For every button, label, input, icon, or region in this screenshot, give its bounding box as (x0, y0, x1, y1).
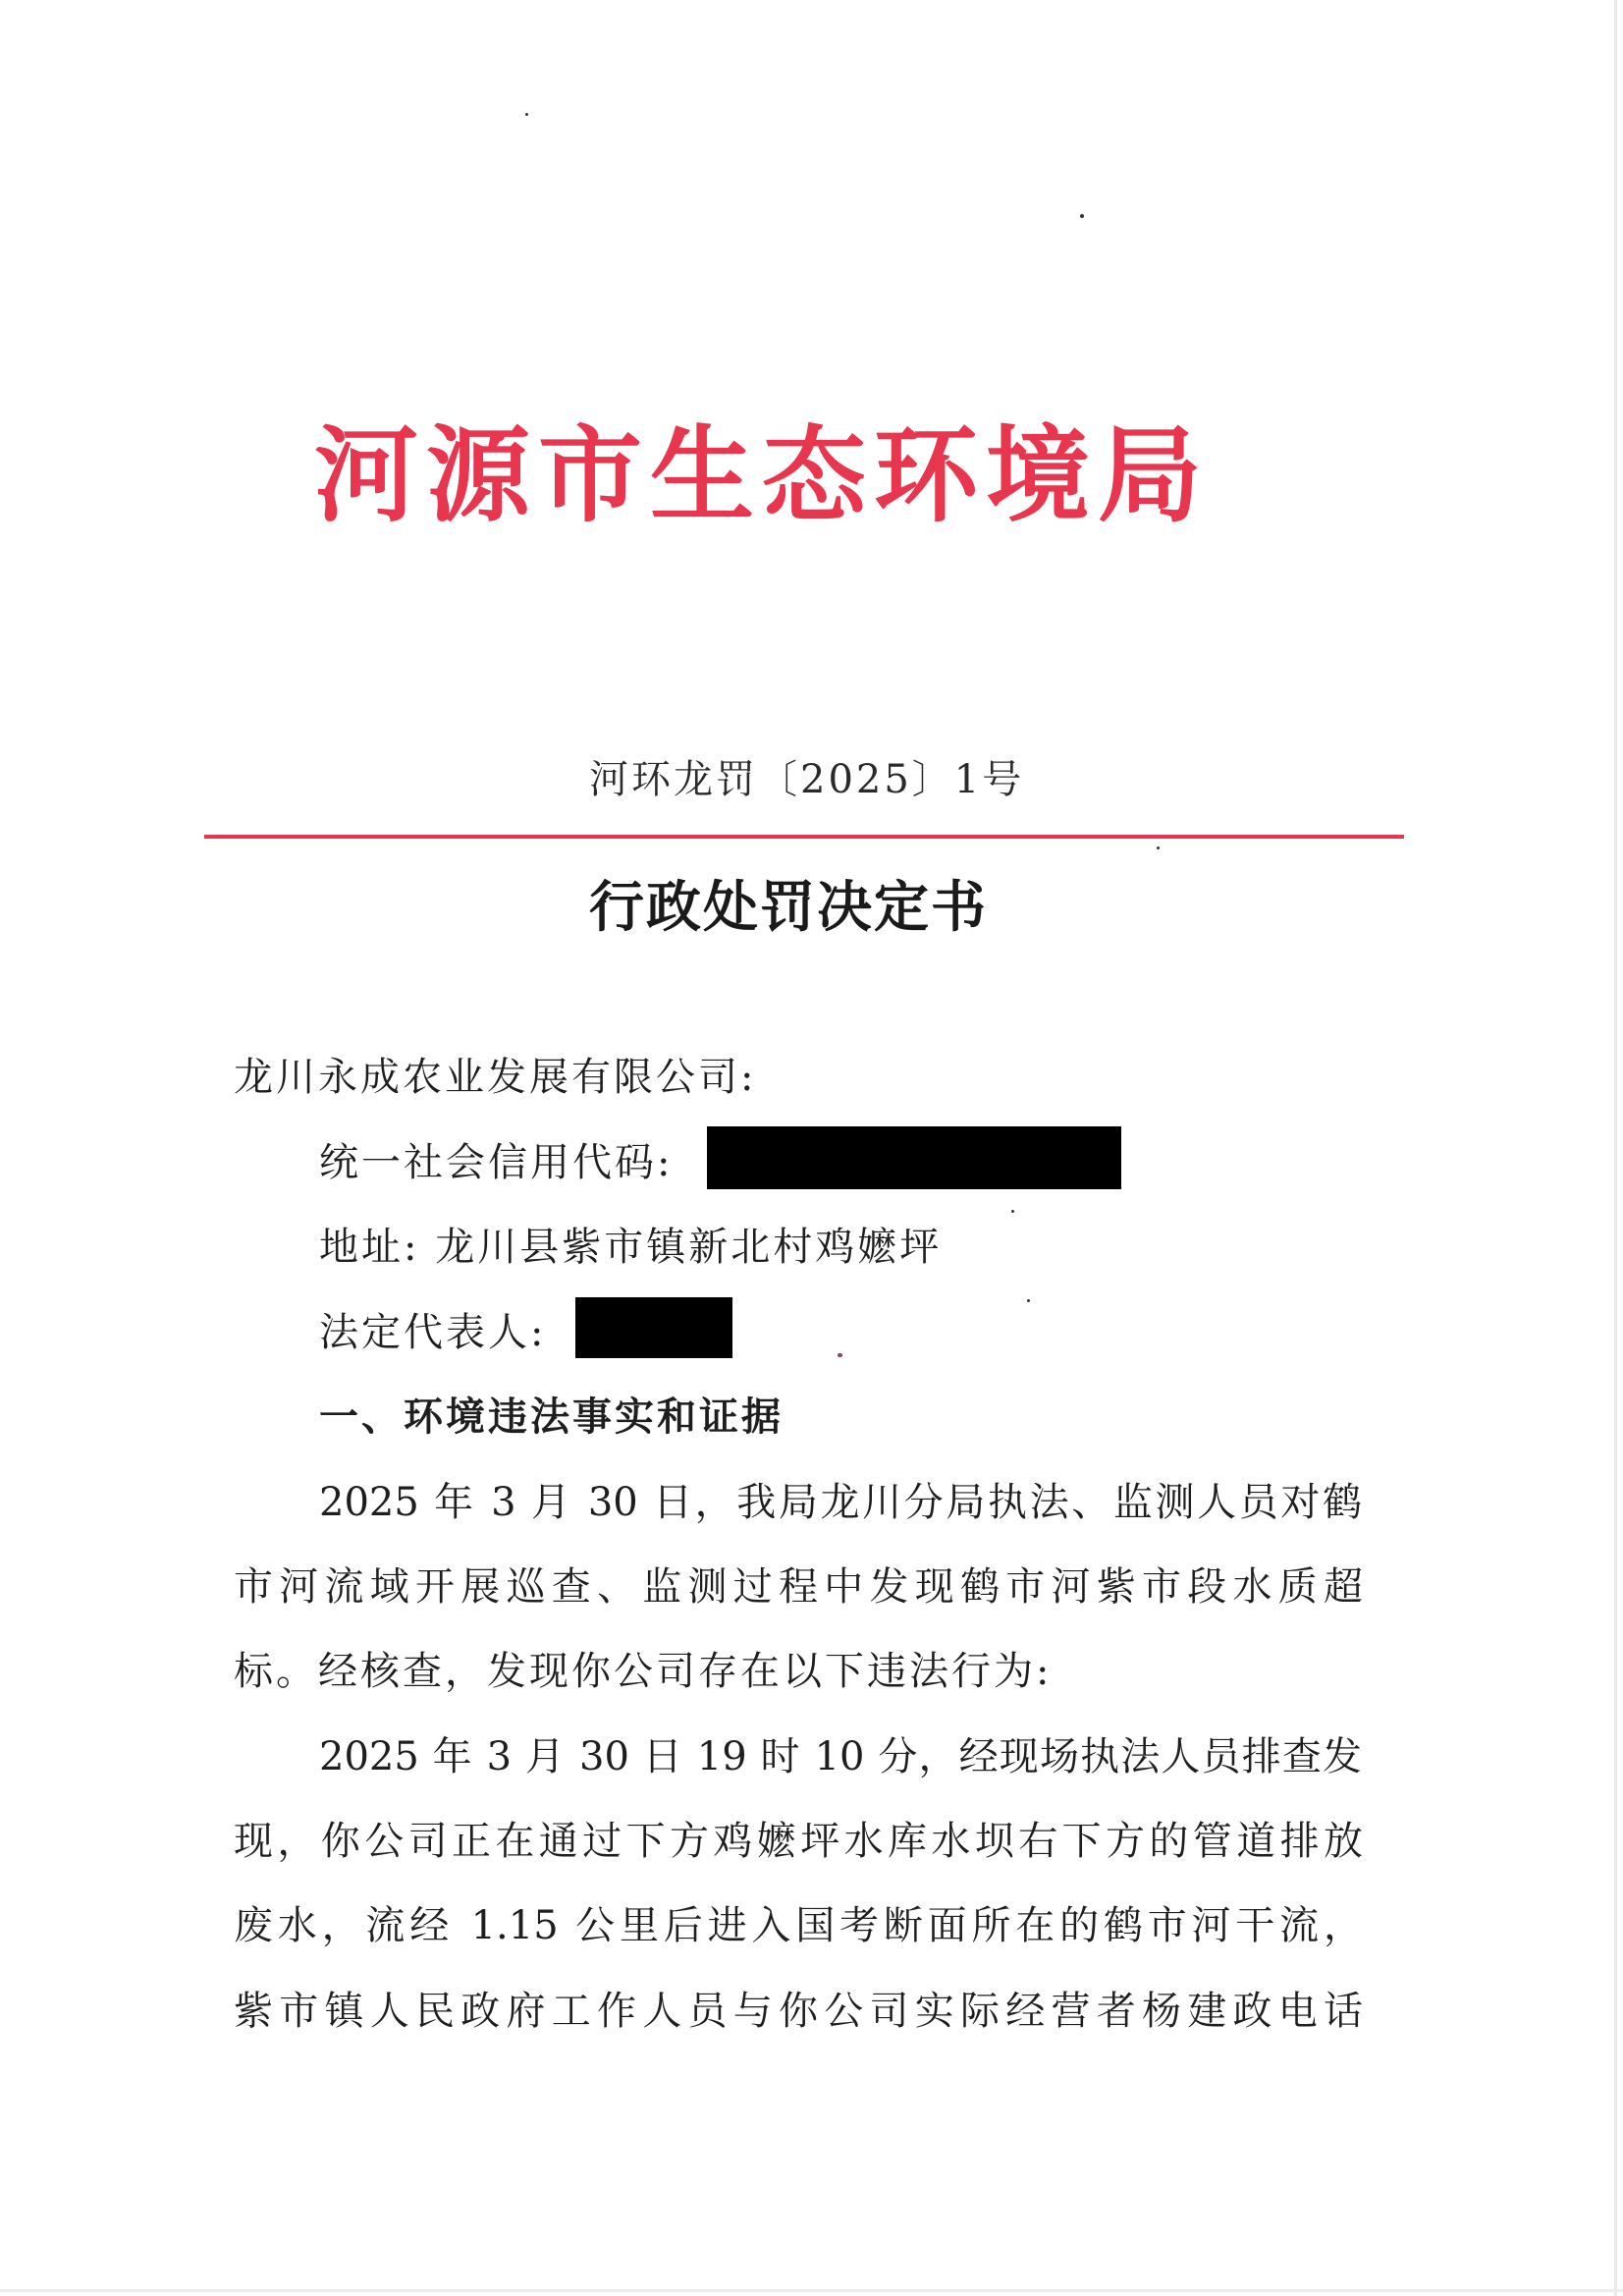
legal-representative-label: 法定代表人: (319, 1310, 547, 1355)
red-divider-line (204, 835, 1404, 839)
scan-speck (1080, 214, 1084, 218)
redacted-credit-code (707, 1126, 1121, 1189)
paragraph-text: 2025 年 3 月 30 日，我局龙川分局执法、监测人员对鹤 (319, 1480, 1362, 1525)
section-heading: 一、环境违法事实和证据 (319, 1394, 784, 1440)
paragraph-line: 标。经核查，发现你公司存在以下违法行为: (234, 1649, 1053, 1694)
paragraph-line (234, 1980, 1363, 2036)
paragraph-text: 现，你公司正在通过下方鸡嬷坪水库水坝右下方的管道排放 (234, 1819, 1363, 1864)
scan-speck (525, 113, 528, 116)
agency-name: 河源市生态环境局 (314, 413, 1210, 536)
scan-speck (1011, 1210, 1014, 1213)
scan-speck (838, 1353, 842, 1357)
scan-speck (1027, 1299, 1030, 1302)
paragraph-text: 废水，流经 1.15 公里后进入国考断面所在的鹤市河干流， (234, 1903, 1363, 1948)
paragraph-line (234, 1894, 1363, 1950)
scan-speck (1157, 847, 1160, 849)
paragraph-line (234, 1810, 1363, 1866)
paragraph-text: 2025 年 3 月 30 日 19 时 10 分，经现场执法人员排查发 (319, 1734, 1362, 1779)
scan-edge-right (1614, 0, 1617, 2296)
paragraph-text: 紫市镇人民政府工作人员与你公司实际经营者杨建政电话 (234, 1989, 1363, 2034)
redacted-legal-representative (575, 1297, 732, 1358)
document-number: 河环龙罚〔2025〕1号 (589, 757, 1025, 802)
paragraph-line (319, 1471, 1362, 1527)
paragraph-line (234, 1556, 1363, 1612)
scan-edge-bottom (0, 2289, 1623, 2292)
paragraph-text: 市河流域开展巡查、监测过程中发现鹤市河紫市段水质超 (234, 1564, 1363, 1610)
recipient-company: 龙川永成农业发展有限公司: (234, 1055, 757, 1100)
recipient-address: 地址: 龙川县紫市镇新北村鸡嬷坪 (319, 1225, 943, 1270)
paragraph-line (319, 1725, 1362, 1781)
credit-code-label: 统一社会信用代码: (319, 1140, 674, 1185)
document-title: 行政处罚决定书 (589, 876, 988, 940)
